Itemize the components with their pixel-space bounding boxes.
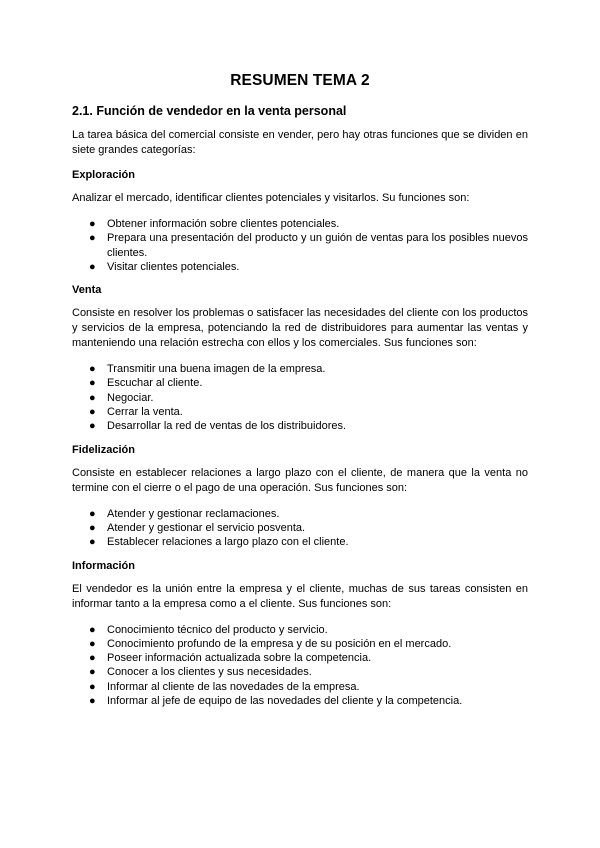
subsection-heading-exploracion: Exploración bbox=[72, 169, 135, 181]
subsection-paragraph-venta: Consiste en resolver los problemas o satisfacer las necesidades del cliente con los productos y servicios de la empresa, potenciando la red de distribuidores para aumentar las ventas y manteniendo una relación estrecha con ellos y los comerciales. Sus funciones son: bbox=[72, 307, 528, 350]
bullet-icon: ● bbox=[89, 637, 96, 650]
section-heading: 2.1. Función de vendedor en la venta personal bbox=[72, 104, 347, 118]
document-title: RESUMEN TEMA 2 bbox=[230, 72, 370, 89]
bullet-icon: ● bbox=[89, 652, 96, 665]
list-item-text: Prepara una presentación del producto y un guión de ventas para los posibles nuevos clientes. bbox=[107, 232, 528, 259]
bullet-list-exploracion bbox=[72, 217, 528, 274]
list-item-text: Conocimiento profundo de la empresa y de su posición en el mercado. bbox=[107, 637, 452, 650]
list-item-text: Atender y gestionar reclamaciones. bbox=[107, 507, 280, 520]
bullet-icon: ● bbox=[89, 623, 96, 636]
list-item bbox=[72, 231, 528, 260]
list-item bbox=[72, 651, 528, 665]
list-item-text: Escuchar al cliente. bbox=[107, 377, 203, 390]
list-item-text: Transmitir una buena imagen de la empresa. bbox=[107, 363, 326, 376]
bullet-icon: ● bbox=[89, 536, 96, 549]
bullet-icon: ● bbox=[89, 218, 96, 230]
subsection-paragraph-informacion: El vendedor es la unión entre la empresa y el cliente, muchas de sus tareas consisten en informar tanto a la empresa como a el cliente. Sus funciones son: bbox=[72, 582, 528, 610]
list-item-text: Cerrar la venta. bbox=[107, 406, 183, 419]
list-item bbox=[72, 419, 528, 433]
list-item-text: Informar al jefe de equipo de las novedades del cliente y la competencia. bbox=[107, 695, 463, 708]
list-item bbox=[72, 391, 528, 405]
bullet-icon: ● bbox=[89, 406, 96, 419]
bullet-icon: ● bbox=[89, 363, 96, 376]
subsection-paragraph-exploracion: Analizar el mercado, identificar clientes potenciales y visitarlos. Su funciones son: bbox=[72, 192, 470, 204]
bullet-icon: ● bbox=[89, 521, 96, 534]
bullet-icon: ● bbox=[89, 232, 96, 245]
list-item-text: Informar al cliente de las novedades de la empresa. bbox=[107, 680, 360, 693]
list-item bbox=[72, 680, 528, 694]
bullet-list-informacion bbox=[72, 623, 528, 709]
list-item bbox=[72, 405, 528, 419]
list-item bbox=[72, 623, 528, 637]
bullet-icon: ● bbox=[89, 391, 96, 404]
list-item-text: Atender y gestionar el servicio posventa. bbox=[107, 521, 306, 534]
list-item bbox=[72, 665, 528, 679]
list-item-text: Obtener información sobre clientes potenciales. bbox=[107, 218, 340, 230]
subsection-heading-venta: Venta bbox=[72, 284, 102, 297]
bullet-icon: ● bbox=[89, 680, 96, 693]
bullet-icon: ● bbox=[89, 666, 96, 679]
list-item bbox=[72, 694, 528, 708]
bullet-icon: ● bbox=[89, 260, 96, 273]
subsection-heading-fidelizacion: Fidelización bbox=[72, 443, 135, 456]
bullet-icon: ● bbox=[89, 695, 96, 708]
bullet-list-fidelizacion bbox=[72, 507, 528, 550]
list-item bbox=[72, 521, 528, 535]
list-item-text: Establecer relaciones a largo plazo con el cliente. bbox=[107, 536, 349, 549]
list-item-text: Poseer información actualizada sobre la competencia. bbox=[107, 652, 372, 665]
bullet-icon: ● bbox=[89, 420, 96, 433]
list-item bbox=[72, 637, 528, 651]
bullet-list-venta bbox=[72, 362, 528, 433]
list-item-text: Visitar clientes potenciales. bbox=[107, 260, 240, 273]
list-item bbox=[72, 217, 528, 231]
subsection-heading-informacion: Información bbox=[72, 559, 135, 572]
list-item-text: Conocer a los clientes y sus necesidades. bbox=[107, 666, 312, 679]
list-item bbox=[72, 507, 528, 521]
list-item-text: Desarrollar la red de ventas de los distribuidores. bbox=[107, 420, 347, 433]
list-item bbox=[72, 535, 528, 549]
bullet-icon: ● bbox=[89, 377, 96, 390]
list-item-text: Negociar. bbox=[107, 391, 154, 404]
bullet-icon: ● bbox=[89, 507, 96, 520]
subsection-paragraph-fidelizacion: Consiste en establecer relaciones a largo plazo con el cliente, de manera que la venta no termine con el cierre o el pago de una operación. Sus funciones son: bbox=[72, 466, 528, 494]
list-item bbox=[72, 362, 528, 376]
list-item-text: Conocimiento técnico del producto y servicio. bbox=[107, 623, 328, 636]
list-item bbox=[72, 260, 528, 274]
list-item bbox=[72, 376, 528, 390]
intro-paragraph: La tarea básica del comercial consiste en vender, pero hay otras funciones que se dividen en siete grandes categorías: bbox=[72, 129, 528, 156]
